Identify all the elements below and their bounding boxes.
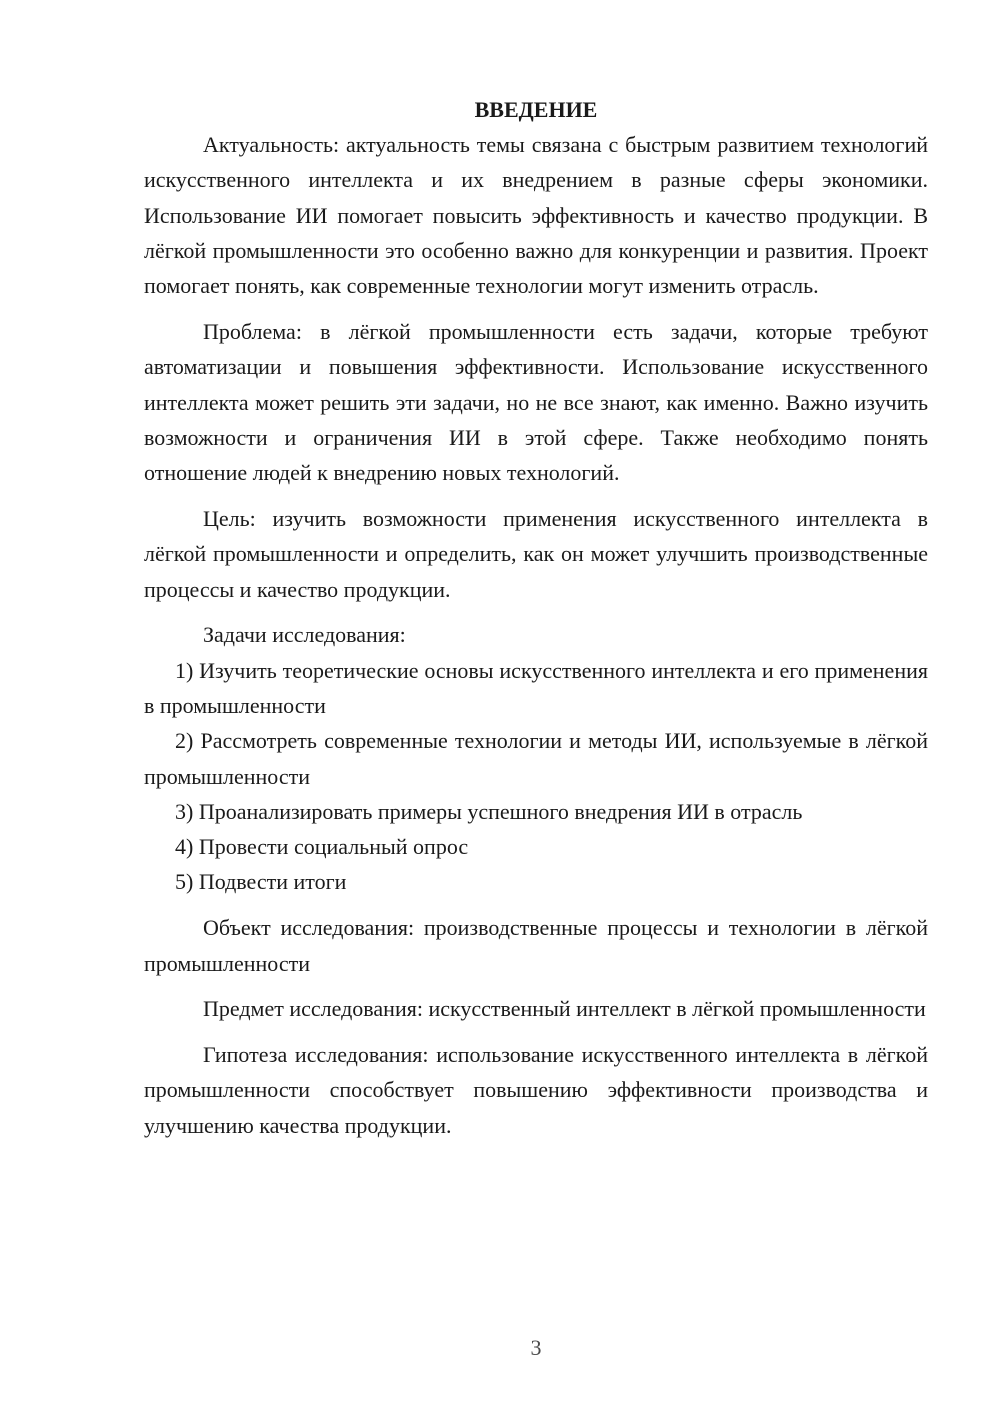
paragraph-object: Объект исследования: производственные процессы и технологии в лёгкой промышленности <box>144 915 928 976</box>
paragraph-goal: Цель: изучить возможности применения искусственного интеллекта в лёгкой промышленности и определить, как он может улучшить производственные процессы и качество продукции. <box>144 505 928 602</box>
tasks-heading: Задачи исследования: <box>203 622 406 648</box>
list-item: 3) Проанализировать примеры успешного внедрения ИИ в отрасль <box>175 798 803 824</box>
paragraph-hypothesis: Гипотеза исследования: использование искусственного интеллекта в лёгкой промышленности способствует повышению эффективности производства и улучшению качества продукции. <box>144 1042 928 1138</box>
page-number: 3 <box>530 1335 542 1360</box>
list-item: 4) Провести социальный опрос <box>175 834 469 860</box>
paragraph-subject: Предмет исследования: искусственный интеллект в лёгкой промышленности <box>203 996 926 1022</box>
list-item: 5) Подвести итоги <box>175 869 347 895</box>
list-item: 1) Изучить теоретические основы искусственного интеллекта и его применения в промышленности <box>144 657 928 718</box>
paragraph-problem: Проблема: в лёгкой промышленности есть задачи, которые требуют автоматизации и повышения эффективности. Использование искусственного интеллекта может решить эти задачи, но не все знают, как именно. Важно изучить возможности и ограничения ИИ в этой сфере. Также необходимо понять отношение людей к внедрению новых технологий. <box>144 318 928 486</box>
paragraph-relevance: Актуальность: актуальность темы связана с быстрым развитием технологий искусственного интеллекта и их внедрением в разные сферы экономики. Использование ИИ помогает повысить эффективность и качество продукции. В лёгкой промышленности это особенно важно для конкуренции и развития. Проект помогает понять, как современные технологии могут изменить отрасль. <box>144 132 928 299</box>
list-item: 2) Рассмотреть современные технологии и методы ИИ, используемые в лёгкой промышленности <box>144 728 928 789</box>
tasks-list <box>144 653 928 900</box>
document-page <box>144 88 928 1143</box>
document-title: ВВЕДЕНИЕ <box>474 97 598 122</box>
